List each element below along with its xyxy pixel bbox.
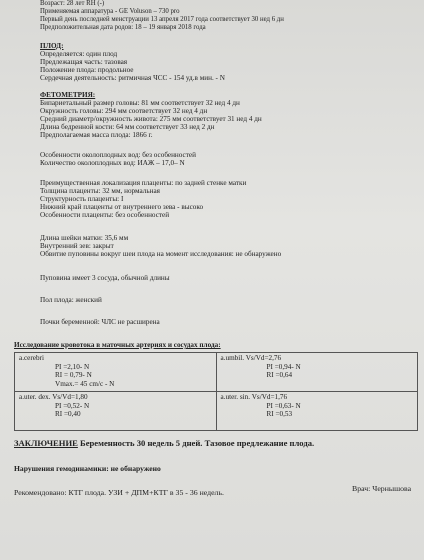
edd-line: Предположительная дата родов: 18 – 19 января 2018 года	[40, 24, 206, 31]
hemodynamics: Нарушения гемодинамики: не обнаружено	[14, 464, 161, 473]
fluid-features: Особенности околоплодных вод: без особенностей	[40, 151, 196, 159]
uter-sin-cell	[216, 392, 418, 431]
hc-line: Окружность головы: 294 мм соответствует 32 нед 4 дн	[40, 107, 208, 115]
fluid-amount: Количество околоплодных вод: ИАЖ – 17,0– N	[40, 159, 185, 167]
uter-sin-pi: PI =0,63- N	[266, 401, 301, 410]
placenta-features: Особенности плаценты: без особенностей	[40, 211, 170, 219]
fetal-sex: Пол плода: женский	[40, 296, 102, 304]
presenting-part: Предлежащая часть: тазовая	[40, 58, 128, 66]
umbil-name: a.umbil. Vs/Vd=2,76	[220, 354, 282, 362]
heart-activity: Сердечная деятельность: ритмичная ЧСС - 154 уд.в мин. - N	[40, 74, 225, 82]
placenta-lower-edge: Нижний край плаценты от внутреннего зева - высоко	[40, 203, 204, 211]
fetometry-heading: ФЕТОМЕТРИЯ:	[40, 91, 96, 99]
recommendation: Рекомендовано: КТГ плода. УЗИ + ДПМ+КТГ в 35 - 36 недель.	[14, 488, 224, 497]
doctor-signature: Врач: Чернышова	[352, 484, 412, 493]
conclusion-label: ЗАКЛЮЧЕНИЕ	[14, 438, 78, 448]
conclusion	[14, 439, 314, 447]
cerebri-ri: RI = 0,79- N	[55, 371, 92, 379]
patient-age: Возраст: 28 лет RH (-)	[40, 0, 105, 7]
internal-os: Внутренний зев: закрыт	[40, 242, 114, 250]
placenta-thickness: Толщина плаценты: 32 мм, нормальная	[40, 187, 160, 195]
maternal-kidneys: Почки беременной: ЧЛС не расширена	[40, 318, 160, 326]
weight-line: Предполагаемая масса плода: 1866 г.	[40, 131, 153, 139]
fl-line: Длина бедренной кости: 64 мм соответствует 33 нед 2 дн	[40, 123, 215, 131]
uter-dex-pi: PI =0,52- N	[55, 401, 90, 410]
umbil-pi: PI =0,94- N	[266, 362, 301, 371]
bpd-line: Бипариетальный размер головы: 81 мм соответствует 32 нед 4 дн	[40, 99, 240, 107]
fetus-count: Определяется: один плод	[40, 50, 118, 58]
placenta-location: Преимущественная локализация плаценты: по задней стенке матки	[40, 179, 247, 187]
ac-line: Средний диаметр/окружность живота: 275 мм соответствует 31 нед 4 дн	[40, 115, 262, 123]
umbil-cell	[216, 353, 418, 392]
cerebri-name: a.cerebri	[19, 354, 44, 362]
uter-dex-ri: RI =0,40	[55, 410, 81, 418]
fetus-heading: ПЛОД:	[40, 42, 64, 50]
lmp-line: Первый день последней менструации 13 апреля 2017 года соответствует 30 нед 6 дн	[40, 16, 284, 23]
cervix-length: Длина шейки матки: 35,6 мм	[40, 234, 129, 242]
umbil-ri: RI =0,64	[266, 371, 293, 379]
doppler-table	[14, 352, 418, 431]
uter-dex-name: a.uter. dex. Vs/Vd=1,80	[19, 393, 88, 401]
uter-dex-cell	[15, 392, 217, 431]
uter-sin-ri: RI =0,53	[266, 410, 293, 418]
cord-entanglement: Обвитие пуповины вокруг шеи плода на момент исследования: не обнаружено	[40, 250, 282, 258]
uter-sin-name: a.uter. sin. Vs/Vd=1,76	[220, 393, 288, 401]
cord-vessels: Пуповина имеет 3 сосуда, обычной длины	[40, 274, 170, 282]
cerebri-cell	[15, 353, 217, 392]
fetal-position: Положение плода: продольное	[40, 66, 134, 74]
cerebri-pi: PI =2,10- N	[55, 362, 90, 371]
placenta-structure: Структурность плаценты: I	[40, 195, 124, 203]
device-line: Применяемая аппаратура - GE Voluson – 730 pro	[40, 8, 180, 15]
cerebri-vmax: Vmax.= 45 cm/c - N	[55, 379, 115, 388]
conclusion-text: Беременность 30 недель 5 дней. Тазовое предлежание плода.	[77, 438, 315, 448]
doppler-heading: Исследование кровотока в маточных артериях и сосудах плода:	[14, 341, 221, 349]
